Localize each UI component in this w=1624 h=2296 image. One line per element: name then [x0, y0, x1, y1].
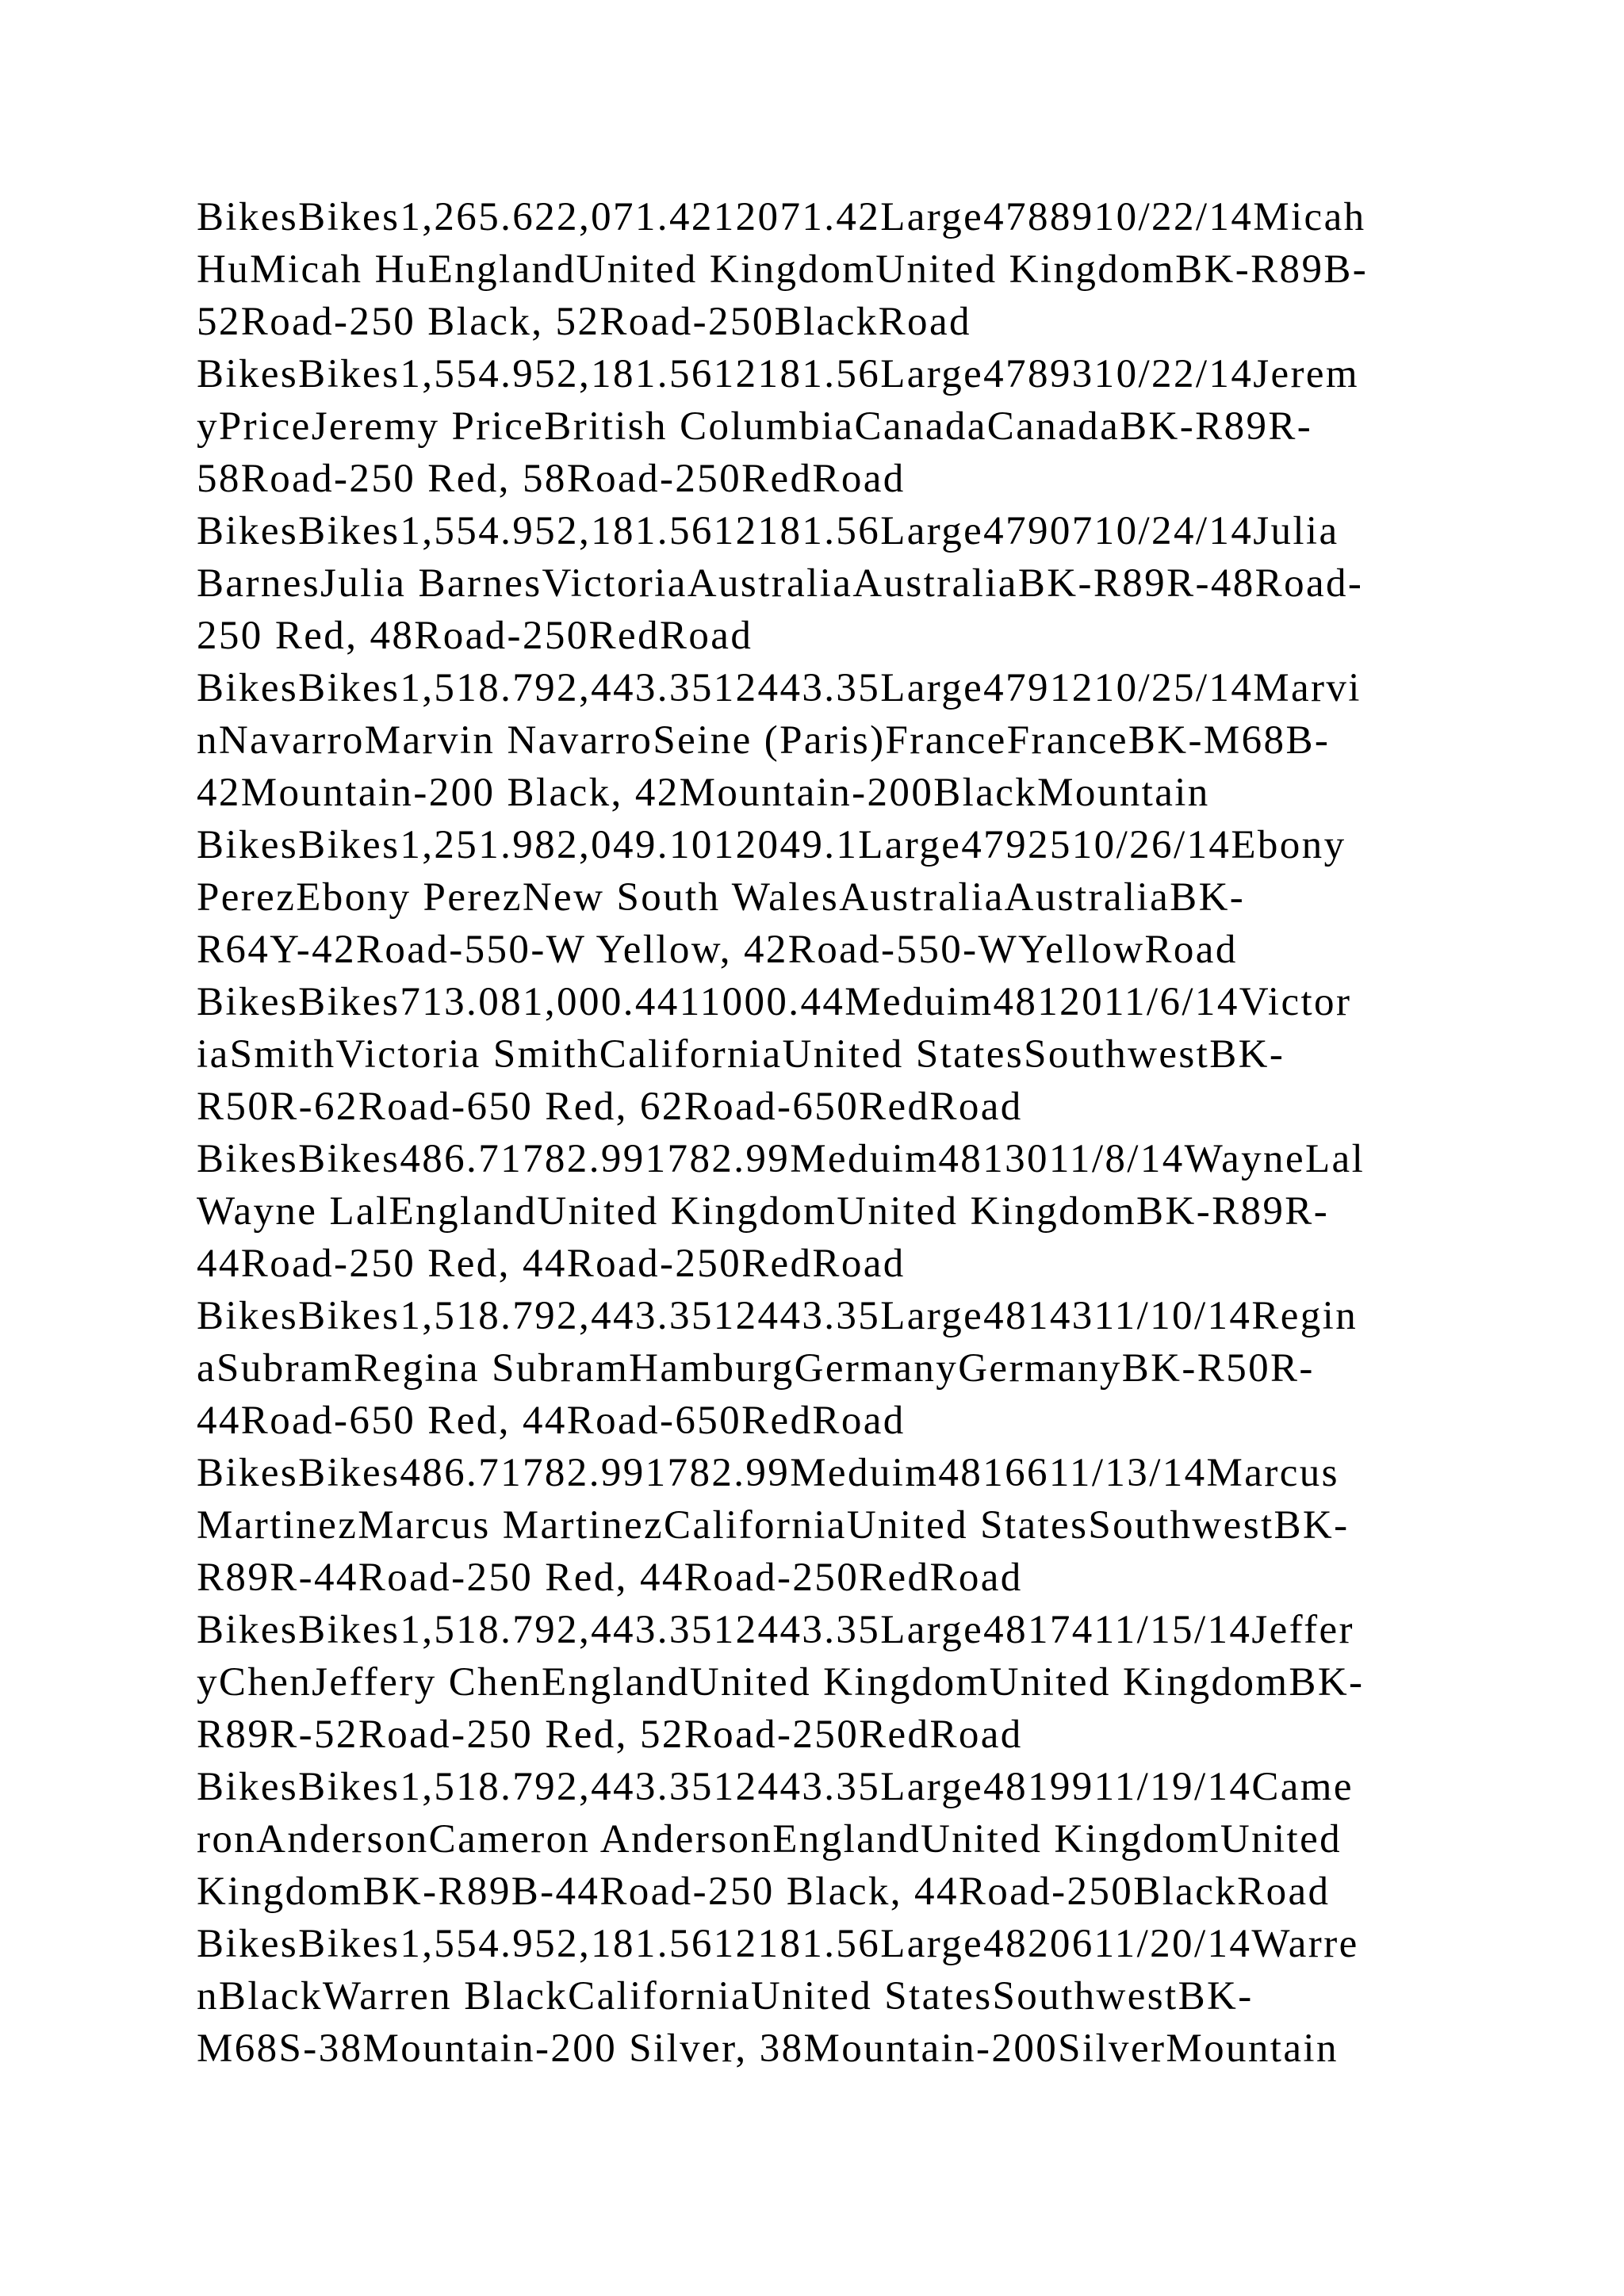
text-line: 58Road-250 Red, 58Road-250RedRoad	[197, 457, 906, 501]
text-line: BikesBikes1,265.622,071.4212071.42Large4788910/22/14Micah	[197, 195, 1366, 239]
text-line: ronAndersonCameron AndersonEnglandUnited KingdomUnited	[197, 1817, 1342, 1862]
text-line: BikesBikes1,518.792,443.3512443.35Large4814311/10/14Regin	[197, 1294, 1358, 1338]
text-line: nBlackWarren BlackCaliforniaUnited StatesSouthwestBK-	[197, 1974, 1254, 2019]
text-line: 250 Red, 48Road-250RedRoad	[197, 614, 753, 658]
text-line: BikesBikes713.081,000.4411000.44Meduim4812011/6/14Victor	[197, 980, 1352, 1024]
text-line: BarnesJulia BarnesVictoriaAustraliaAustraliaBK-R89R-48Road-	[197, 561, 1364, 606]
text-line: yPriceJeremy PriceBritish ColumbiaCanadaCanadaBK-R89R-	[197, 404, 1313, 449]
text-line: nNavarroMarvin NavarroSeine (Paris)FranceFranceBK-M68B-	[197, 718, 1331, 763]
text-line: KingdomBK-R89B-44Road-250 Black, 44Road-250BlackRoad	[197, 1869, 1331, 1914]
text-line: R64Y-42Road-550-W Yellow, 42Road-550-WYellowRoad	[197, 928, 1238, 972]
text-line: Wayne LalEnglandUnited KingdomUnited KingdomBK-R89R-	[197, 1189, 1330, 1234]
body-text	[197, 191, 1465, 2075]
text-line: yChenJeffery ChenEnglandUnited KingdomUnited KingdomBK-	[197, 1660, 1365, 1705]
text-line: BikesBikes1,554.952,181.5612181.56Large4820611/20/14Warre	[197, 1922, 1359, 1966]
text-line: BikesBikes1,518.792,443.3512443.35Large4791210/25/14Marvi	[197, 666, 1362, 710]
text-line: HuMicah HuEnglandUnited KingdomUnited KingdomBK-R89B-	[197, 247, 1369, 292]
text-line: BikesBikes1,251.982,049.1012049.1Large4792510/26/14Ebony	[197, 823, 1346, 867]
text-line: 52Road-250 Black, 52Road-250BlackRoad	[197, 300, 971, 344]
text-line: 44Road-650 Red, 44Road-650RedRoad	[197, 1399, 906, 1443]
text-line: 42Mountain-200 Black, 42Mountain-200BlackMountain	[197, 771, 1210, 815]
text-line: 44Road-250 Red, 44Road-250RedRoad	[197, 1242, 906, 1286]
text-line: BikesBikes486.71782.991782.99Meduim4813011/8/14WayneLal	[197, 1137, 1365, 1181]
text-line: MartinezMarcus MartinezCaliforniaUnited StatesSouthwestBK-	[197, 1503, 1350, 1548]
text-line: M68S-38Mountain-200 Silver, 38Mountain-200SilverMountain	[197, 2026, 1339, 2071]
text-line: R89R-52Road-250 Red, 52Road-250RedRoad	[197, 1712, 1023, 1757]
text-line: PerezEbony PerezNew South WalesAustraliaAustraliaBK-	[197, 875, 1246, 920]
text-line: BikesBikes1,518.792,443.3512443.35Large4819911/19/14Came	[197, 1765, 1354, 1809]
text-line: aSubramRegina SubramHamburgGermanyGermanyBK-R50R-	[197, 1346, 1315, 1391]
text-line: R50R-62Road-650 Red, 62Road-650RedRoad	[197, 1085, 1023, 1129]
text-line: iaSmithVictoria SmithCaliforniaUnited StatesSouthwestBK-	[197, 1032, 1285, 1077]
text-line: BikesBikes1,518.792,443.3512443.35Large4817411/15/14Jeffer	[197, 1608, 1354, 1652]
text-line: BikesBikes486.71782.991782.99Meduim4816611/13/14Marcus	[197, 1451, 1339, 1495]
text-line: BikesBikes1,554.952,181.5612181.56Large4790710/24/14Julia	[197, 509, 1339, 553]
text-line: R89R-44Road-250 Red, 44Road-250RedRoad	[197, 1556, 1023, 1600]
text-line: BikesBikes1,554.952,181.5612181.56Large4789310/22/14Jerem	[197, 352, 1359, 396]
